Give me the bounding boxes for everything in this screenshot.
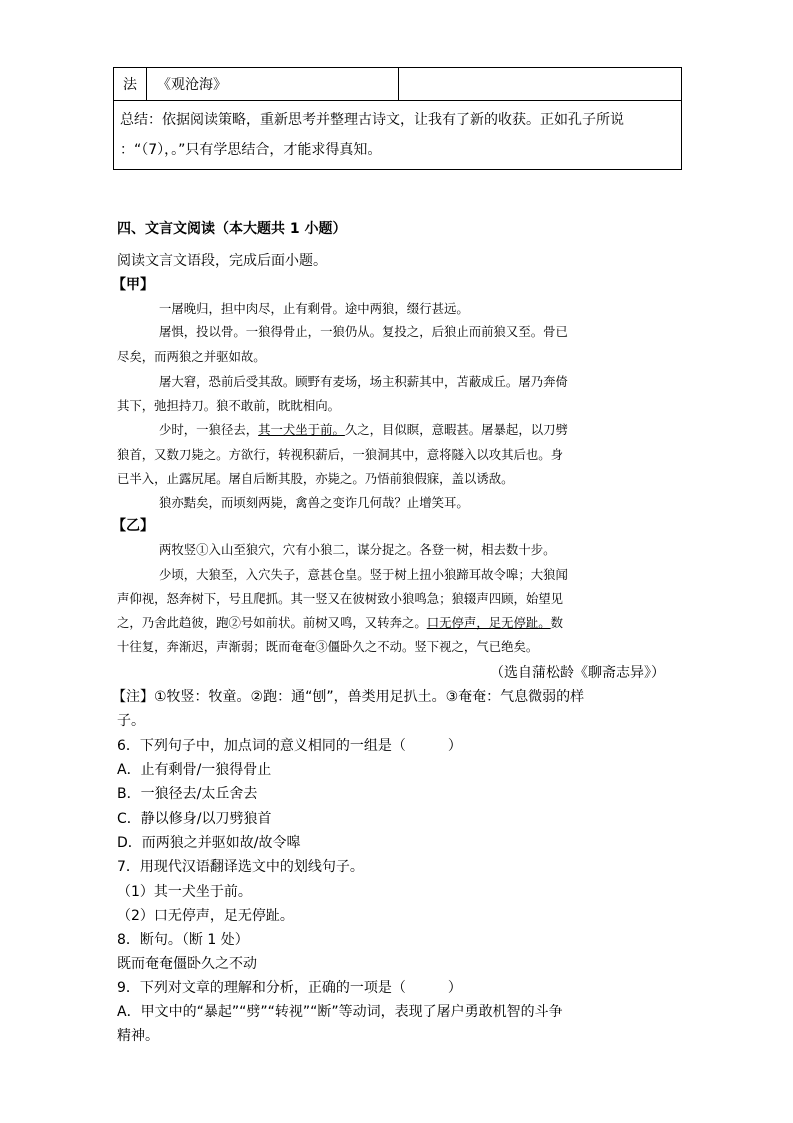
yi-line: 声仰视，怒奔树下，号且爬抓。其一竖又在彼树致小狼鸣急；狼辍声四顾，始望见: [117, 591, 564, 606]
annotation-line-2: 子。: [117, 713, 145, 729]
jia-line: 已半入，止露尻尾。屠自后断其股，亦毙之。乃悟前狼假寐，盖以诱敌。: [117, 471, 514, 486]
option-6b: B．一狼径去/太丘舍去: [117, 786, 258, 802]
annotation-line-1: 【注】①牧竖：牧童。②跑：通“刨”，兽类用足扒土。③奄奄：气息微弱的样: [112, 689, 585, 705]
summary-line-1: 总结：依据阅读策略，重新思考并整理古诗文，让我有了新的收获。正如孔子所说: [120, 112, 624, 128]
yi-line: [117, 613, 563, 631]
section-title: 四、文言文阅读（本大题共 1 小题）: [117, 221, 347, 237]
method-cell: 法: [114, 68, 147, 101]
jia-line: 狼首，又数刀毙之。方欲行，转视积薪后，一狼洞其中，意将隧入以攻其后也。身: [117, 447, 564, 462]
yi-text: 之，乃舍此趋彼，跑②号如前状。前树又鸣，又转奔之。: [117, 615, 427, 630]
question-7-2: （2）口无停声，足无停趾。: [117, 908, 294, 924]
question-9: 9．下列对文章的理解和分析，正确的一项是（ ）: [117, 980, 462, 996]
summary-line-2: ：“（7），。”只有学思结合，才能求得真知。: [120, 142, 382, 158]
yi-line: 两牧竖①入山至狼穴，穴有小狼二，谋分捉之。各登一树，相去数十步。: [159, 542, 556, 557]
jia-line: 一屠晚归，担中肉尽，止有剩骨。途中两狼，缀行甚远。: [159, 301, 469, 316]
jia-line: 屠大窘，恐前后受其敌。顾野有麦场，场主积薪其中，苫蔽成丘。屠乃奔倚: [159, 374, 568, 389]
option-6d: D．而两狼之并驱如故/故令嗥: [117, 835, 301, 851]
option-6a: A．止有剩骨/一狼得骨止: [117, 762, 272, 778]
passage-yi-label: 【乙】: [112, 518, 154, 534]
yi-text: 数: [550, 615, 564, 630]
jia-line: 尽矣，而两狼之并驱如故。: [117, 349, 266, 364]
jia-text: 久之，目似瞑，意暇甚。屠暴起，以刀劈: [344, 422, 568, 437]
option-9a-cont: 精神。: [117, 1028, 159, 1044]
table-row: [114, 68, 682, 101]
option-6c: C．静以修身/以刀劈狼首: [117, 811, 272, 827]
underlined-sentence-1: 其一犬坐于前。: [258, 422, 345, 437]
question-8: 8．断句。（断 1 处）: [117, 932, 249, 948]
question-6: 6．下列句子中，加点词的意义相同的一组是（ ）: [117, 738, 462, 754]
jia-line: 狼亦黠矣，而顷刻两毙，禽兽之变诈几何哉？止增笑耳。: [159, 495, 469, 510]
summary-cell: [114, 101, 682, 170]
jia-text: 少时，一狼径去，: [159, 422, 259, 437]
jia-line: 其下，弛担持刀。狼不敢前，眈眈相向。: [117, 398, 341, 413]
question-8-sentence: 既而奄奄僵卧久之不动: [117, 956, 257, 972]
source-citation: （选自蒲松龄《聊斋志异》）: [490, 665, 665, 681]
question-7-1: （1）其一犬坐于前。: [117, 884, 252, 900]
notes-cell: [399, 68, 682, 101]
option-9a: A．甲文中的“暴起”“劈”“转视”“断”等动词，表现了屠户勇敢机智的斗争: [117, 1004, 563, 1020]
table-row: [114, 101, 682, 170]
question-7: 7．用现代汉语翻译选文中的划线句子。: [117, 859, 364, 875]
poem-cell: 《观沧海》: [147, 68, 399, 101]
jia-line: [159, 420, 568, 438]
instruction: 阅读文言文语段，完成后面小题。: [117, 253, 327, 269]
reading-strategy-table: [113, 67, 682, 170]
passage-jia-label: 【甲】: [112, 277, 154, 293]
yi-line: 十往复，奔渐迟，声渐弱；既而奄奄③僵卧久之不动。竖下视之，气已绝矣。: [117, 639, 539, 654]
underlined-sentence-2: 口无停声，足无停趾。: [426, 615, 551, 630]
jia-line: 屠惧，投以骨。一狼得骨止，一狼仍从。复投之，后狼止而前狼又至。骨已: [159, 324, 568, 339]
yi-line: 少顷，大狼至，入穴失子，意甚仓皇。竖于树上扭小狼蹄耳故令嗥；大狼闻: [159, 567, 568, 582]
